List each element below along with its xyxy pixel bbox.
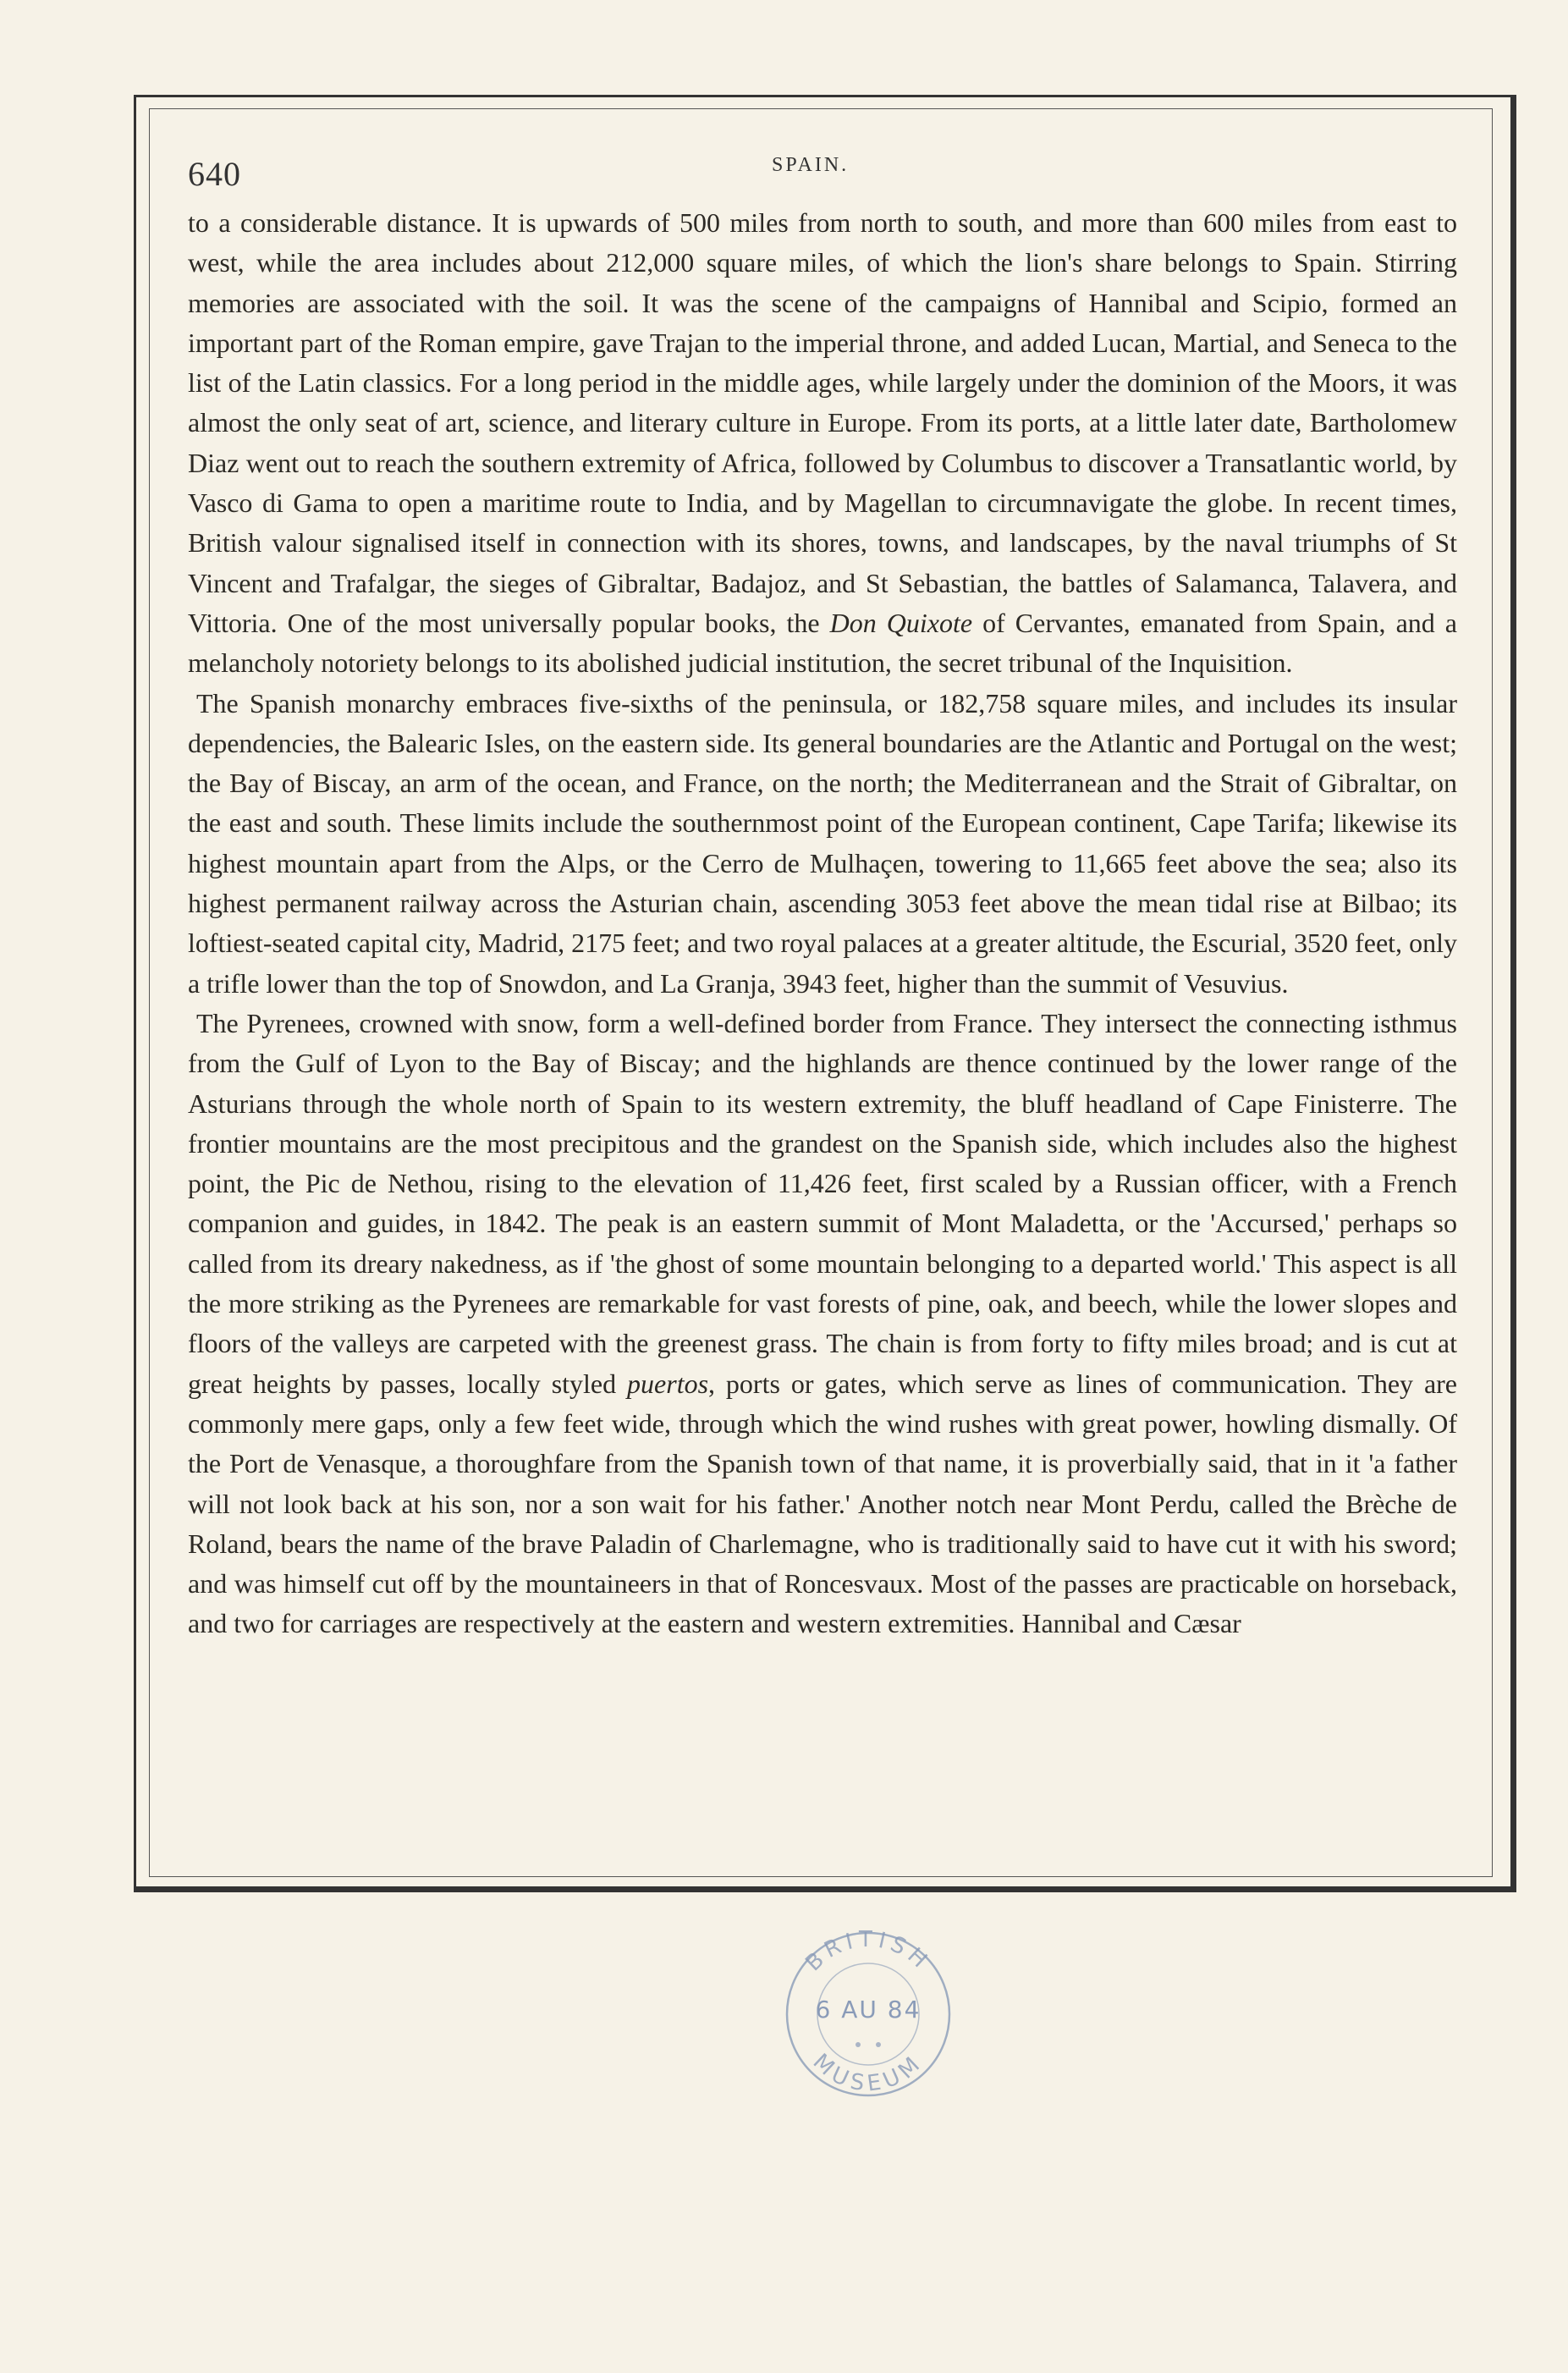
paragraph-3-text-b: , ports or gates, which serve as lines of communication. They are commonly mere gaps, only a few feet wide, through which the wind rushes with great power, howling dismally. Of the Port de Venasque, a thoroughfare from the Spanish town of that name, it is proverbially said, that in it 'a father will not look back at his son, nor a son wait for his father.' Another notch near Mont Perdu, called the Brèche de Roland, bears the name of the brave Paladin of Charlemagne, who is traditionally said to have cut it with his sword; and was himself cut off by the mountaineers in that of Roncesvaux. Most of the passes are practicable on horseback, and two for carriages are respectively at the eastern and western extremities. Hannibal and Cæsar bbox=[188, 1368, 1458, 1639]
right-edge-rule bbox=[1513, 95, 1516, 1892]
page-number: 640 bbox=[188, 155, 241, 193]
svg-text:MUSEUM bbox=[808, 2049, 929, 2096]
page-header bbox=[188, 149, 1457, 200]
paragraph-3-italic-term: puertos bbox=[627, 1368, 709, 1399]
stamp-date: 6 AU 84 bbox=[815, 1996, 922, 2023]
paragraph-3 bbox=[188, 1004, 1457, 1644]
paragraph-1-text-a: to a considerable distance. It is upwards of 500 miles from north to south, and more than 600 miles from east to west, while the area includes about 212,000 square miles, of which the lion's share belongs to Spain. Stirring memories are associated with the soil. It was the scene of the campaigns of Hannibal and Scipio, formed an important part of the Roman empire, gave Trajan to the imperial throne, and added Lucan, Martial, and Seneca to the list of the Latin classics. For a long period in the middle ages, while largely under the dominion of the Moors, it was almost the only seat of art, science, and literary culture in Europe. From its ports, at a little later date, Bartholomew Diaz went out to reach the southern extremity of Africa, followed by Columbus to discover a Transatlantic world, by Vasco di Gama to open a maritime route to India, and by Magellan to circumnavigate the globe. In recent times, British valour signalised itself in connection with its shores, towns, and landscapes, by the naval triumphs of St Vincent and Trafalgar, the sieges of Gibraltar, Badajoz, and St Sebastian, the battles of Salamanca, Talavera, and Vittoria. One of the most universally popular books, the bbox=[188, 207, 1457, 638]
svg-text:BRITISH bbox=[801, 1927, 935, 1976]
running-head: SPAIN. bbox=[772, 154, 850, 176]
bottom-edge-rule bbox=[134, 1889, 1513, 1892]
paragraph-2: The Spanish monarchy embraces five-sixths of the peninsula, or 182,758 square miles, and includes its insular dependencies, the Balearic Isles, on the eastern side. Its general boundaries are the Atlantic and Portugal on the west; the Bay of Biscay, an arm of the ocean, and France, on the north; the Mediterranean and the Strait of Gibraltar, on the east and south. These limits include the southernmost point of the European continent, Cape Tarifa; likewise its highest mountain apart from the Alps, or the Cerro de Mulhaçen, towering to 11,665 feet above the sea; also its highest permanent railway across the Asturian chain, ascending 3053 feet above the mean tidal rise at Bilbao; its loftiest-seated capital city, Madrid, 2175 feet; and two royal palaces at a greater altitude, the Escurial, 3520 feet, only a trifle lower than the top of Snowdon, and La Granja, 3943 feet, higher than the summit of Vesuvius. bbox=[188, 687, 1457, 999]
stamp-bottom-text: MUSEUM bbox=[807, 2049, 929, 2097]
paragraph-1-italic-title: Don Quixote bbox=[829, 607, 973, 638]
body-text bbox=[188, 203, 1457, 1644]
stamp-top-text: BRITISH bbox=[801, 1926, 936, 1977]
paragraph-1 bbox=[188, 203, 1457, 684]
paragraph-1-text-b: of Cervantes, emanated from Spain, and a melancholy notoriety belongs to its abolished judicial institution, the secret tribunal of the Inquisition. bbox=[188, 607, 1458, 679]
paragraph-3-text-a: The Pyrenees, crowned with snow, form a well-defined border from France. They intersect the connecting isthmus from the Gulf of Lyon to the Bay of Biscay; and the highlands are thence continued by the lower range of the Asturians through the whole north of Spain to its western extremity, the bluff headland of Cape Finisterre. The frontier mountains are the most precipitous and the grandest on the Spanish side, which includes also the highest point, the Pic de Nethou, rising to the elevation of 11,426 feet, first scaled by a Russian officer, with a French companion and guides, in 1842. The peak is an eastern summit of Mont Maladetta, or the 'Accursed,' perhaps so called from its dreary nakedness, as if 'the ghost of some mountain belonging to a departed world.' This aspect is all the more striking as the Pyrenees are remarkable for vast forests of pine, oak, and beech, while the lower slopes and floors of the valleys are carpeted with the greenest grass. The chain is from forty to fifty miles broad; and is cut at great heights by passes, locally styled bbox=[188, 1007, 1457, 1399]
library-stamp bbox=[775, 1921, 961, 2107]
